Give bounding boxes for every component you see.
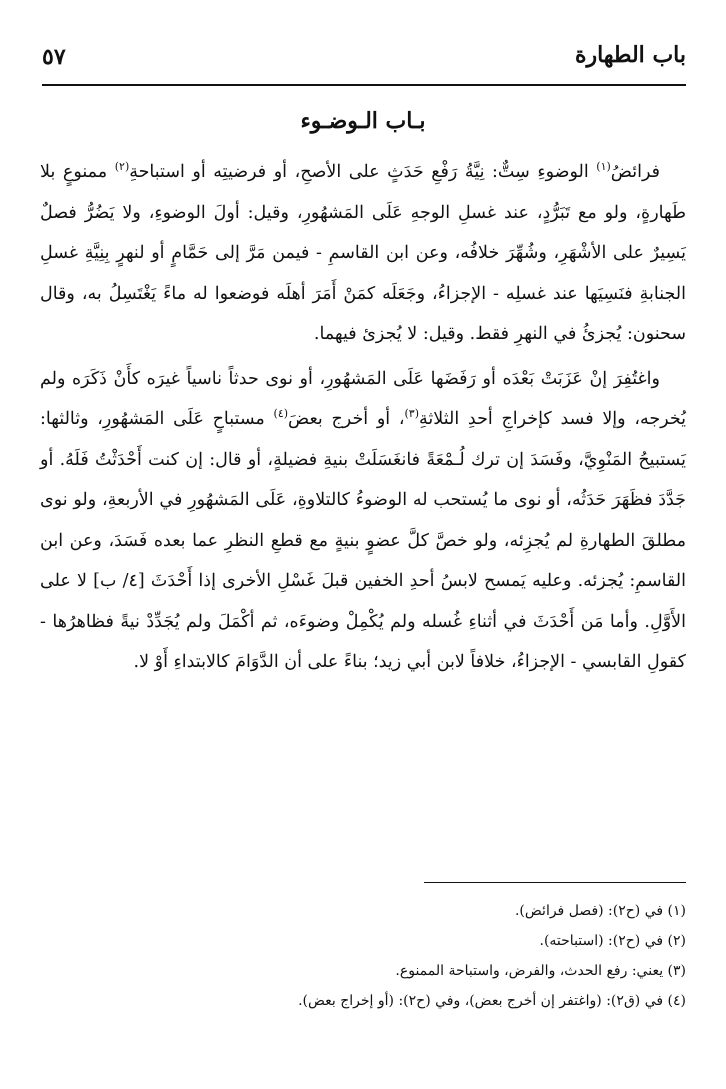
- chapter-title: بـاب الـوضـوء: [300, 108, 426, 134]
- footnotes: [40, 896, 686, 1016]
- text-run: الوضوءِ سِتٌّ: نِيَّةُ رَفْعِ حَدَثٍ على الأصحِ، أو فرضيتِه أو استباحةِ: [129, 162, 597, 182]
- running-title: باب الطهارة: [574, 42, 686, 68]
- text-run: ، أو أخرج بعضَ: [288, 409, 405, 429]
- text-run: فرائضُ: [610, 162, 660, 182]
- header-rule: [42, 84, 686, 86]
- footnote-marker: (١): [596, 160, 611, 174]
- footnote-rule: [424, 882, 686, 883]
- footnote: (٤) في (ق٢): (واغتفر إن أخرج بعض)، وفي (ح٢): (أو إخراج بعض).: [298, 993, 686, 1009]
- footnote: (٣) يعني: رفع الحدث، والفرض، واستباحة الممنوع.: [395, 963, 686, 979]
- paragraph: [40, 152, 686, 355]
- text-run: واغتُفِرَ إنْ عَزَبَتْ بَعْدَه أو رَفَضَها عَلَى المَشهُورِ، أو نوى حدثاً ناسياً غيرَه كأَنْ ذَكَرَه ولم يُخرجه، وإلا فسد كإخراجِ أحدِ الثلاثةِ: [40, 368, 686, 429]
- footnote: (٢) في (ح٢): (استباحته).: [539, 933, 686, 949]
- paragraph: [40, 359, 686, 683]
- text-run: ممنوعٍ بلا طَهارةٍ، ولو مع تَبَرُّدٍ، عند غسلِ الوجهِ عَلَى المَشهُورِ، وقيل: أولَ الوضوءِ، ولا يَضُرُّ فصلٌ يَسِيرٌ على الأشْهَرِ، وشُهِّرَ خلافُه، وعن ابن القاسمِ - فيمن مَرَّ إلى حَمَّامٍ أو لنهرٍ بِنِيَّةِ غسلِ الجنابةِ فنَسِيَها عند غسلِه - الإجزاءُ، وجَعَلَه كمَنْ أَمَرَ أهلَه فوضعوا له ماءً يَغْتَسِلُ به، وقال سحنون: يُجزئُ في النهرِ فقط. وقيل: لا يُجزئ فيهما.: [40, 162, 686, 344]
- main-text: [40, 152, 686, 683]
- footnote-marker: (٣): [404, 407, 420, 421]
- running-header: [42, 42, 686, 82]
- text-run: مستباحٍ عَلَى المَشهُورِ، وثالثها: يَستبيحُ المَنْوِيَّ، وفَسَدَ إن ترك لُـمْعَةً فانغَسَلَتْ بنيةِ فضيلةٍ، أو قال: إن كنت أَحْدَثْتُ فَلَهُ. أو جَدَّدَ فظَهَرَ حَدَثُه، أو نوى ما يُستحب له الوضوءُ كالتلاوةِ، عَلَى المَشهُورِ في الأربعةِ، ولو نوى مطلقَ الطهارةِ لم يُجزِئه، ولو خصَّ كلَّ عضوٍ بنيةٍ مع قطعِ النظرِ عما بعده فَسَدَ، وعن ابن القاسمِ: يُجزئه. وعليه يَمسح لابسُ أحدِ الخفين قبلَ غَسْلِ الأخرى إذا أَحْدَثَ [٤/ ب] لا على الأَوَّلِ. وأما مَن أَحْدَثَ في أثناءِ غُسله ولم يُكْمِلْ وضوءَه، ثم أكْمَلَ ولم يُجَدِّدْ نيةً فظاهرُها - كقولِ القابسي - الإجزاءُ، خلافاً لابن أبي زيد؛ بناءً على أن الدَّوَامَ كالابتداءِ أَوْ لا.: [40, 409, 686, 672]
- page-number: ٥٧: [42, 44, 66, 70]
- footnote: (١) في (ح٢): (فصل فرائض).: [514, 903, 686, 919]
- footnote-marker: (٤): [273, 407, 289, 421]
- footnote-marker: (٢): [114, 160, 130, 174]
